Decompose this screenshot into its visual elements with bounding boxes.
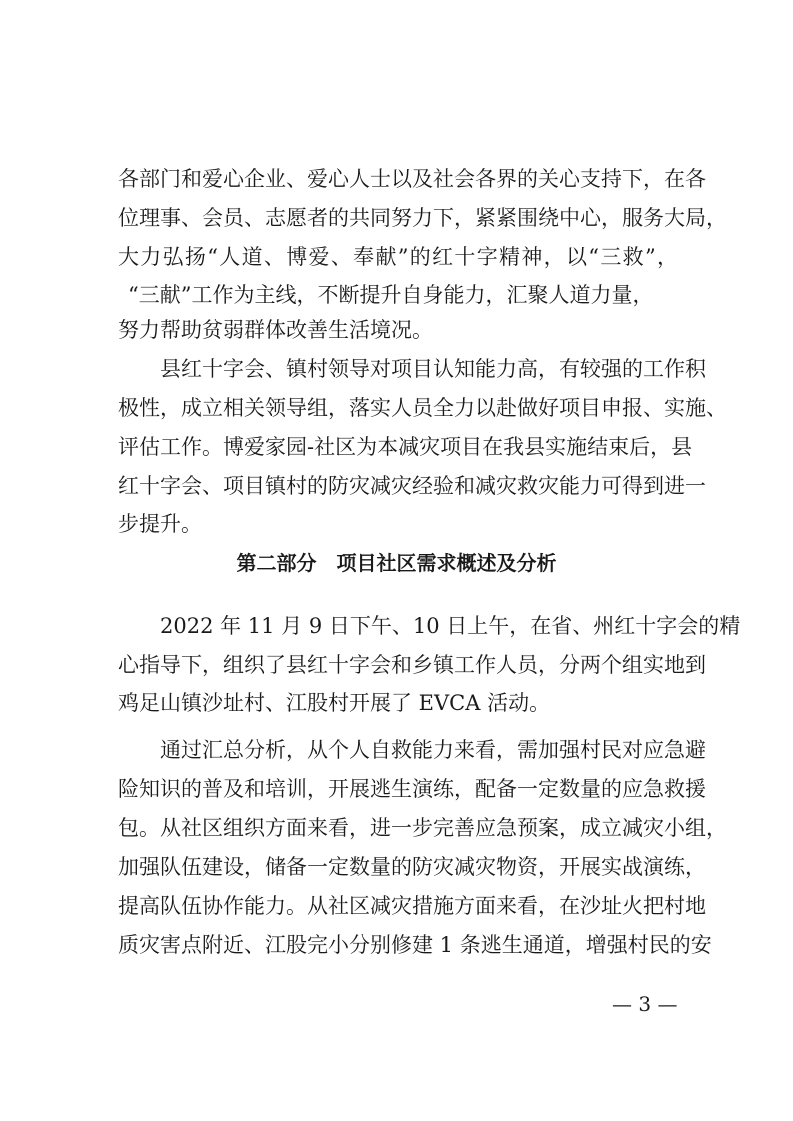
text-line: 鸡足山镇沙址村、江股村开展了 EVCA 活动。 xyxy=(118,691,551,715)
text-line: 2022 年 11 月 9 日下午、10 日上午，在省、州红十字会的精 xyxy=(160,614,741,638)
text-line: 县红十字会、镇村领导对项目认知能力高，有较强的工作积 xyxy=(160,357,706,381)
text-line: 评估工作。博爱家园-社区为本减灾项目在我县实施结束后，县 xyxy=(118,435,693,459)
text-line: 通过汇总分析，从个人自救能力来看，需加强村民对应急避 xyxy=(160,738,706,762)
text-line: 红十字会、项目镇村的防灾减灾经验和减灾救灾能力可得到进一 xyxy=(118,474,706,498)
text-line: 加强队伍建设，储备一定数量的防灾减灾物资，开展实战演练， xyxy=(118,855,706,879)
text-line: 各部门和爱心企业、爱心人士以及社会各界的关心支持下，在各 xyxy=(118,167,706,191)
text-line: 心指导下，组织了县红十字会和乡镇工作人员，分两个组实地到 xyxy=(118,653,706,677)
text-line: 提高队伍协作能力。从社区减灾措施方面来看，在沙址火把村地 xyxy=(118,894,706,918)
text-line: 险知识的普及和培训，开展逃生演练，配备一定数量的应急救援 xyxy=(118,777,706,801)
page-number: — 3 — xyxy=(612,992,678,1016)
text-line: 包。从社区组织方面来看，进一步完善应急预案，成立减灾小组， xyxy=(118,816,727,840)
text-line: 大力弘扬“人道、博爱、奉献”的红十字精神，以“三救”， xyxy=(118,245,678,269)
text-line: 努力帮助贫弱群体改善生活境况。 xyxy=(118,318,433,342)
text-line: 位理事、会员、志愿者的共同努力下，紧紧围绕中心，服务大局， xyxy=(118,206,727,230)
text-line: 极性，成立相关领导组，落实人员全力以赴做好项目申报、实施、 xyxy=(118,396,727,420)
text-line: 质灾害点附近、江股完小分别修建 1 条逃生通道，增强村民的安 xyxy=(118,933,712,957)
section-heading: 第二部分 项目社区需求概述及分析 xyxy=(236,551,557,575)
text-line: 步提升。 xyxy=(118,512,202,536)
text-line: “三献”工作为主线，不断提升自身能力，汇聚人道力量， xyxy=(128,283,654,307)
